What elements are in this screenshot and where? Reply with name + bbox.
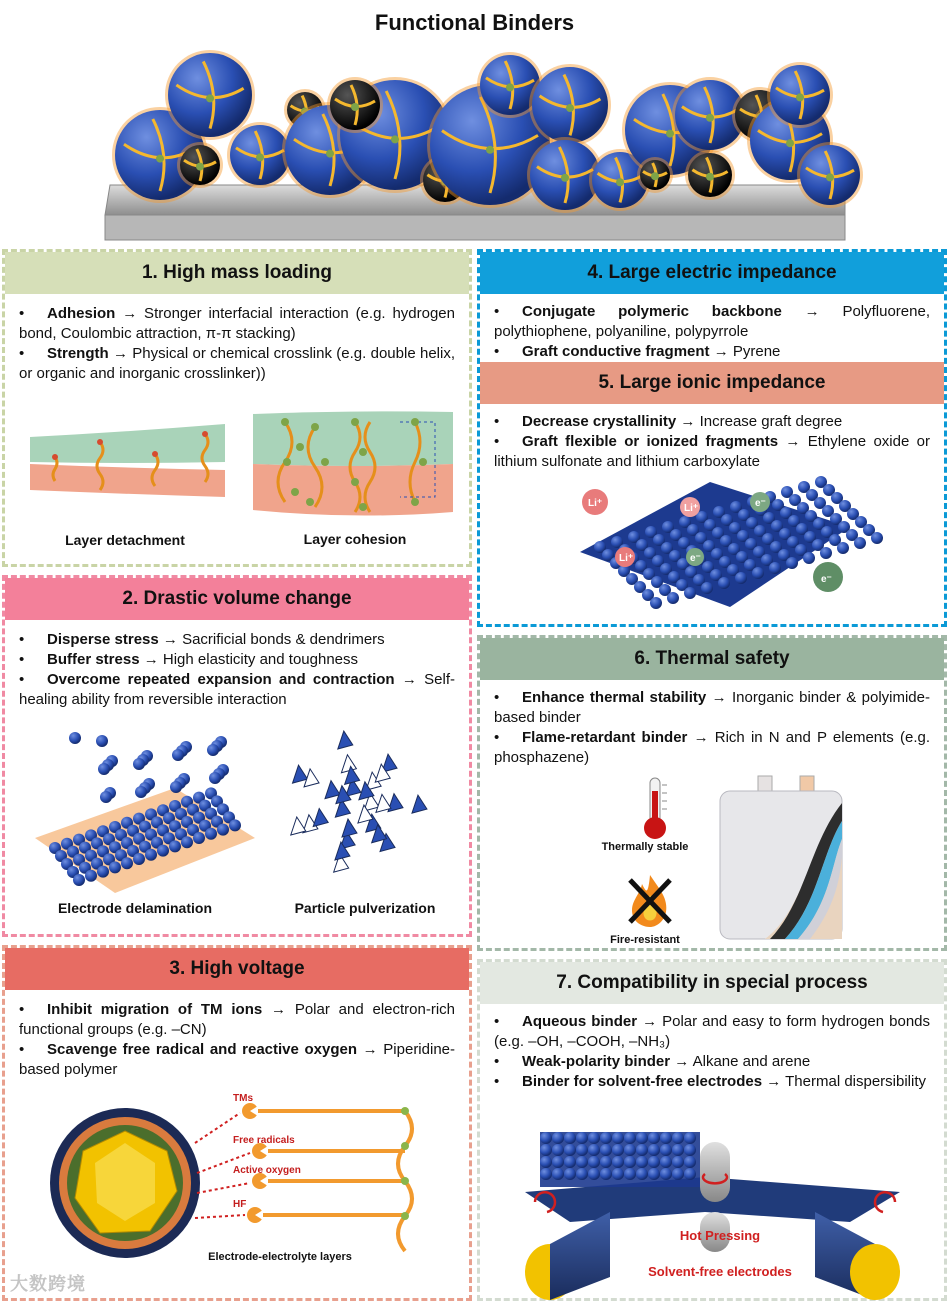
panel-drastic-volume-change: [2, 575, 472, 937]
bullet-adhesion: • Adhesion → Stronger interfacial interaction (e.g. hydrogen bond, Coulombic attraction, π-π stacking): [19, 305, 455, 342]
bullet-graft-flexible: • Graft flexible or ionized fragments → Ethylene oxide or lithium sulfonate and lithium carboxylate: [494, 433, 930, 470]
volume-change-illustration: [25, 728, 455, 898]
fire-resistant-icon: [620, 870, 680, 930]
bullet-conjugate-backbone: • Conjugate polymeric backbone → Polyfluorene, polythiophene, polyaniline, polypyrrole: [494, 303, 930, 340]
panel-6-header: [480, 638, 944, 680]
electron-3: e⁻: [821, 574, 832, 585]
bullet-decrease-crystallinity: • Decrease crystallinity → Increase graft degree: [494, 413, 843, 430]
panel-high-voltage: [2, 945, 472, 1301]
caption-solvent-free-electrodes: Solvent-free electrodes: [648, 1264, 792, 1279]
bullet-strength: • Strength → Physical or chemical crosslink (e.g. double helix, or organic and inorganic crosslinker)): [19, 345, 455, 382]
main-title: Functional Binders: [374, 10, 575, 35]
bullet-overcome-expansion: • Overcome repeated expansion and contraction → Self-healing ability from reversible interaction: [19, 671, 455, 708]
panel-thermal-safety: [477, 635, 947, 951]
caption-electrode-delamination: Electrode delamination: [57, 900, 213, 916]
panel-2-bullets: [19, 630, 455, 710]
panel-4-header: [480, 252, 944, 294]
bullet-solvent-free: • Binder for solvent-free electrodes → Thermal dispersibility: [494, 1073, 927, 1090]
bullet-scavenge-radical: • Scavenge free radical and reactive oxygen → Piperidine-based polymer: [19, 1041, 455, 1078]
panel-7-bullets: [494, 1012, 930, 1092]
thermometer-icon: [620, 773, 690, 843]
label-tms: TMs: [233, 1093, 253, 1104]
caption-electrode-electrolyte-layers: Electrode-electrolyte layers: [208, 1251, 352, 1263]
hero-binder-illustration: [100, 35, 850, 245]
layer-illustration: [25, 402, 455, 527]
li-ion-1: Li⁺: [588, 498, 603, 509]
panel-2-header: [5, 578, 469, 620]
panel-5-header: [480, 362, 944, 404]
high-voltage-illustration: [45, 1093, 465, 1253]
panel-1-header: [5, 252, 469, 294]
panel-4-bullets: [494, 302, 930, 362]
panel-4-title: 4. Large electric impedance: [587, 262, 837, 283]
bullet-graft-conductive: • Graft conductive fragment → Pyrene: [494, 343, 781, 360]
panel-3-header: [5, 948, 469, 990]
battery-pouch-illustration: [710, 773, 850, 943]
panel-5-title: 5. Large ionic impedance: [598, 372, 826, 393]
ionic-transport-illustration: [560, 472, 880, 612]
bullet-aqueous-binder: • Aqueous binder → Polar and easy to form hydrogen bonds (e.g. –OH, –COOH, –NH₃): [494, 1013, 931, 1050]
caption-thermally-stable: Thermally stable: [601, 841, 689, 853]
caption-particle-pulverization: Particle pulverization: [294, 900, 436, 916]
panel-high-mass-loading: [2, 249, 472, 567]
electron-2: e⁻: [690, 553, 701, 564]
caption-layer-detachment: Layer detachment: [65, 532, 185, 548]
panel-3-bullets: [19, 1000, 455, 1080]
caption-hot-pressing: Hot Pressing: [679, 1228, 761, 1243]
panel-7-header: [480, 962, 944, 1004]
panel-special-process: [477, 959, 947, 1301]
label-hf: HF: [233, 1199, 247, 1210]
panel-6-bullets: [494, 688, 930, 768]
bullet-inhibit-migration: • Inhibit migration of TM ions → Polar and electron-rich functional groups (e.g. –CN): [19, 1001, 456, 1038]
label-active-oxygen: Active oxygen: [233, 1165, 301, 1176]
panel-5-bullets: [494, 412, 930, 472]
bullet-flame-retardant: • Flame-retardant binder → Rich in N and P elements (e.g. phosphazene): [494, 729, 930, 766]
watermark: 大数跨境: [10, 1274, 86, 1294]
panel-6-title: 6. Thermal safety: [634, 648, 790, 669]
panel-electric-ionic-impedance: [477, 249, 947, 627]
bullet-thermal-stability: • Enhance thermal stability → Inorganic binder & polyimide-based binder: [494, 689, 930, 726]
panel-1-bullets: [19, 304, 455, 384]
caption-fire-resistant: Fire-resistant: [610, 934, 680, 946]
panel-1-title: 1. High mass loading: [141, 262, 333, 283]
label-free-radicals: Free radicals: [233, 1135, 295, 1146]
li-ion-2: Li⁺: [684, 503, 699, 514]
panel-2-title: 2. Drastic volume change: [122, 588, 352, 609]
li-ion-3: Li⁺: [619, 553, 634, 564]
bullet-disperse-stress: • Disperse stress → Sacrificial bonds & dendrimers: [19, 631, 385, 648]
caption-layer-cohesion: Layer cohesion: [303, 531, 407, 547]
bullet-weak-polarity: • Weak-polarity binder → Alkane and arene: [494, 1053, 811, 1070]
panel-3-title: 3. High voltage: [169, 958, 305, 979]
electron-1: e⁻: [755, 498, 766, 509]
bullet-buffer-stress: • Buffer stress → High elasticity and toughness: [19, 651, 358, 668]
panel-7-title: 7. Compatibility in special process: [556, 972, 868, 993]
